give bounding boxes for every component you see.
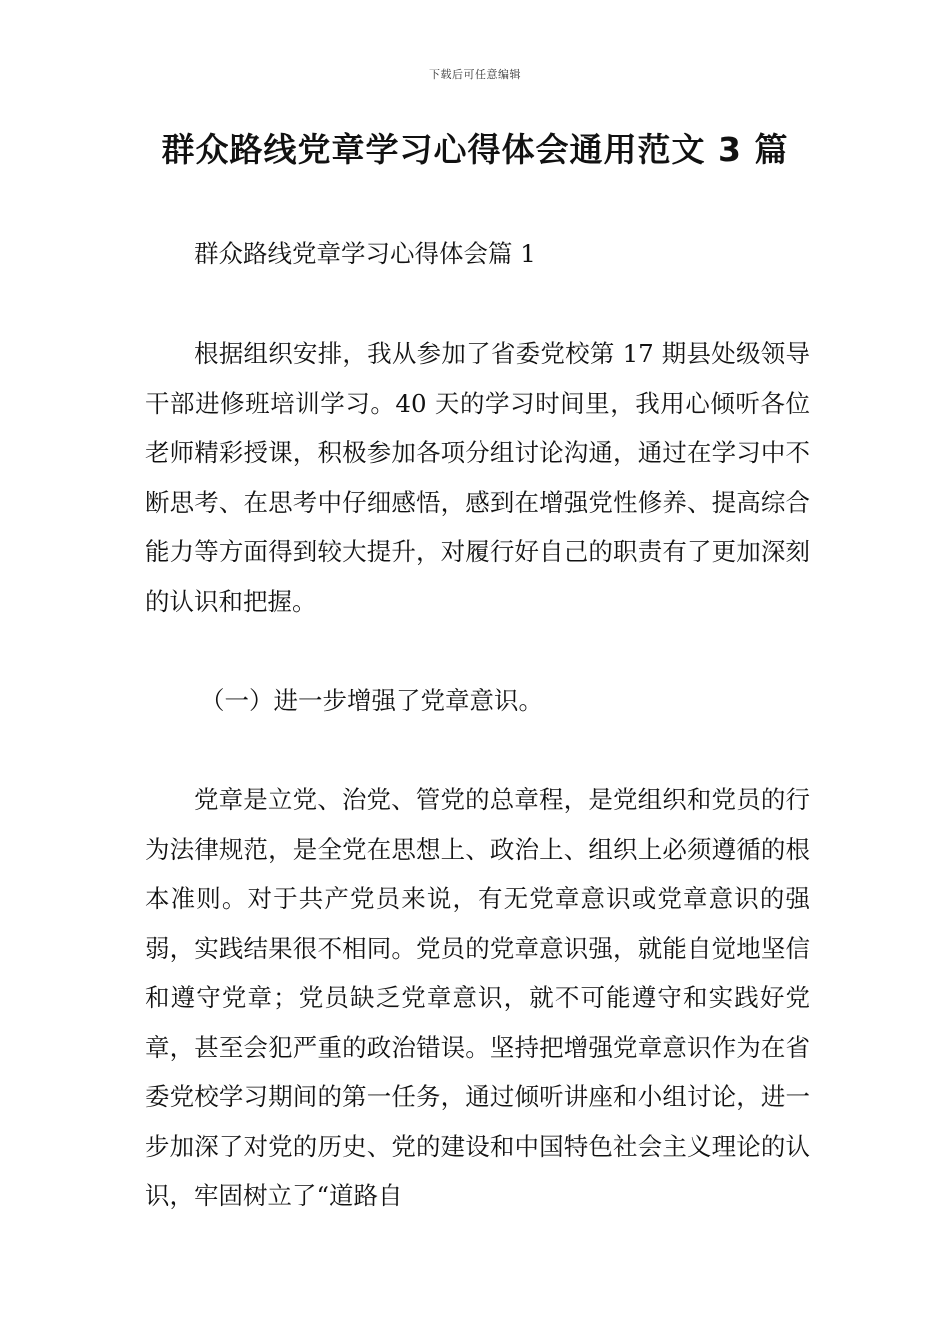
section-heading: 群众路线党章学习心得体会篇 1 bbox=[194, 239, 536, 268]
header-note: 下载后可任意编辑 bbox=[429, 68, 521, 81]
subheading-block bbox=[145, 676, 810, 726]
section-heading-block bbox=[145, 229, 810, 279]
paragraph-party-constitution: 党章是立党、治党、管党的总章程，是党组织和党员的行为法律规范，是全党在思想上、政治上、组织上必须遵循的根本准则。对于共产党员来说，有无党章意识或党章意识的强弱，实践结果很不相同。党员的党章意识强，就能自觉地坚信和遵守党章；党员缺乏党章意识，就不可能遵守和实践好党章，甚至会犯严重的政治错误。坚持把增强党章意识作为在省委党校学习期间的第一任务，通过倾听讲座和小组讨论，进一步加深了对党的历史、党的建设和中国特色社会主义理论的认识，牢固树立了“道路自 bbox=[145, 785, 810, 1210]
paragraph-block-2 bbox=[145, 775, 810, 1221]
paragraph-block-1 bbox=[145, 329, 810, 626]
paragraph-intro: 根据组织安排，我从参加了省委党校第 17 期县处级领导干部进修班培训学习。40 天的学习时间里，我用心倾听各位老师精彩授课，积极参加各项分组讨论沟通，通过在学习中不断思考、在思考中仔细感悟，感到在增强党性修养、提高综合能力等方面得到较大提升，对履行好自己的职责有了更加深刻的认识和把握。 bbox=[145, 339, 810, 616]
document-title: 群众路线党章学习心得体会通用范文 3 篇 bbox=[161, 130, 789, 169]
subheading-party-constitution: （一）进一步增强了党章意识。 bbox=[200, 686, 543, 715]
